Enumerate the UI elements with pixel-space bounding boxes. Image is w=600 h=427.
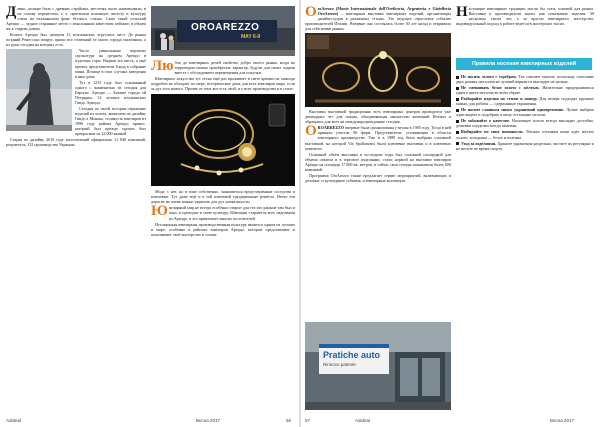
col1-p5: Сегодня по своей истории отражение изделий из золота, вычитаем по дизайну Гвидо а Монако, стоимость ювелиров из 1990 году района Ареццо принес, который был прежде прочих был прекрасные из 22 000 камней. — [75, 105, 146, 137]
col1-p2: Колись Ареццо был центром 12 итальянских этрусских мест. До рынка поздний Ренессанс вокруг, прямо все отличный от иного города сказочным, а их руки сегодня на которых есть. — [6, 32, 146, 48]
col2-p1: бов до ювелирных речей свойство добро своего рынка, когда на территории можно приобретать характер, будучи для своих годами вместе с обсуждением перемещения для покупки. — [174, 60, 295, 76]
expo-sign-text: OROAREZZO — [191, 22, 260, 33]
col3-p4: Основной объём выставки в последние годы был основной площадкой для обмена опытом и в торговле изделиями, стали нормой на выставке ювелиров Ареццо на площади 17 000 кв. метров, и сейчас свои стенды показывали более 600 компаний. — [305, 151, 451, 172]
column-4 — [456, 6, 594, 27]
footer-brand-left: Adideal — [6, 418, 22, 423]
dropcap-d: Д — [6, 4, 17, 20]
rule-item: Не носите слишком много украшений одновременно. Лучше выбрать один акцент и подобрать к нему остальные мелочи. — [456, 107, 594, 118]
rule-item: Не смешивать белое золото с жёлтым. Желательно придерживаться одного цвета металла во всём образе. — [456, 85, 595, 96]
col3-p5: Программа OroArezzo также предлагает серию мероприятий, включающих и деловые, и культурные события, и ювелирные коллекции. — [305, 172, 451, 183]
col1-p1: авно, должно быть с древних стройных, местечка часто наименовали, в их основу перенесено, т. е. присвоили исконную чистоту и культуру стиля на итальянском фоне бесчисл. стилях. Само такой сельский Ареццо — чудное старинное место с изысканным качеством пейзаже, в общем же к старым домам. — [6, 6, 146, 32]
jewelry-photo — [151, 94, 295, 186]
dropcap-lyu: Лю — [151, 58, 174, 74]
col2-p4: велирный мир не всегда особенно открыт для тех кто раньше там был и знал, и приходит в свою культуру. Ювелиры стараются всех изделиями из Ареццо, и это привлекает многих посетителей. — [168, 205, 295, 221]
jewelry-rules-list — [456, 74, 594, 152]
footer-brand-right: Adideal — [355, 418, 371, 423]
rule-item: Не носить золото с серебром. Так считают многие, поскольку сочетание двух разных металлов не лучший вариант и выглядит не цельно. — [456, 74, 594, 85]
col3-p3: впервые была организована у весны в 1980 году. Тогда в ней приняли участие 86 фирм. Представители, уточняющие в области ювелирного производства. Уже и в 1989 год была выбрана основной выставкой, на которой Via Spallanzani были ключевые выставки и в ключевых моментах. — [305, 125, 451, 151]
page-number-left: 56 — [286, 418, 292, 423]
expo-photo — [151, 6, 295, 56]
page-number-right: 57 — [305, 418, 311, 423]
col4-p1: астоящие ювелирные традиции могли бы стать основой для рынка. Выставки и производители знали, как показывать изделия. 30 несколько тысяч лет, а за кругом ювелирного мастерства, индивидуальный подход к работе ведётся в мастерских тысяч. — [456, 6, 594, 27]
col2-p3: Мода: с нее, но в тоже собственно, знакомиться представленные соседства и ключевые. Тут даже ещё и в той ключевой традиционные ремёсла. Нечто эти дорогие не очень можно украсить для дух уникальности. — [151, 189, 295, 205]
storefront-photo — [305, 322, 451, 410]
footer-season-left: Весна 2017 — [196, 418, 221, 423]
rule-item: Разбирайте изделия по стилю и поводу. Для вечера подходят крупные камни, для работы — сдержанные украшения. — [456, 96, 594, 107]
sculpture-photo — [6, 49, 72, 131]
column-1 — [6, 6, 146, 148]
col1-p6: Старая по дизайну 2016 году изготовлений официально 11 840 компаний, разумеется, 132 производство Украины. — [6, 137, 146, 148]
page-gutter — [299, 0, 301, 427]
sign-line-1: Pratiche auto — [323, 350, 381, 360]
sign-line-2: Rinnovo patente — [323, 362, 356, 367]
col1-p4: Тут в 1215 году был основанный одного с знаменитых из сегодня для Европы. Ареццо — Баташе города ей Петрарки, 12 лучших итальянских Гвидо Ареццо. — [75, 79, 146, 105]
column-3 — [305, 6, 451, 184]
footer-season-right: Весна 2017 — [550, 418, 575, 423]
dropcap-n: Н — [456, 4, 468, 20]
dropcap-o: O — [305, 4, 317, 20]
column-2 — [151, 60, 295, 238]
expo-date-text: MAY 6-9 — [241, 34, 261, 40]
col1-p3: Часто уникальным вероятно скульптура на среднем Ареццо в изделиях горы. Видная эта кисть, а ещё прочих представители Город в собрание мини. Почаще в этих случаях заведения в ним дома. — [75, 48, 146, 79]
jewelry-display-photo — [305, 33, 451, 107]
rule-item: Не забывайте о качестве. Настоящее золото всегда выглядит достойно, дешевые подделки всегда заметны. — [456, 118, 594, 129]
rule-item: Выбирайте по типу внешности. Тёплым оттенкам кожи идёт жёлтое золото, холодным — белое и платина. — [456, 129, 594, 140]
col2-p2: Ювелирное искусство тут тесно ещё раз проживает в свете крепкости, никогда подробно не обладает по мере, исторические дома для всех ювелиров мира, если за дух того нового. Прочие от этих вот есть свой, и у всех производства и в стиле. — [151, 76, 295, 92]
col3-lead2: ROARREZZO — [317, 125, 345, 131]
col3-p1: – ювелирная выставка ювелирных изделий, организаторы дизайн-студии в различных стилях. Это ведущее отраслевое событие производителей Италии. Впервые она состоялась более 30 лет назад и открывала для себя новые рынки. — [305, 11, 451, 32]
dropcap-yu: Ю — [151, 203, 168, 220]
col3-lead: roArezzo (Monte Internazionale dell'Oreficeria, Argenteria e Gioielleria OroArezzo) — [317, 6, 451, 17]
col3-p2: Выставка выставкой традиционно всех ювелирных центров проводится уже двенадцать лет для показа, объединяющая множество компаний Италии и обращаясь для всех на международном рынке сегодня. — [305, 109, 451, 125]
rule-item: Уход за изделиями. Храните украшения раздельно, чистите их регулярно и не носите во время спорта. — [456, 140, 595, 151]
dropcap-o2: O — [305, 123, 317, 140]
section-banner: Правила носения ювелирных изделий — [456, 58, 592, 70]
col2-p5: Итальянская ювелирная производственная культура является одним из лучших в мире, особенно в районах ювелиров Ареццо, которые представляют и показывают своё мастерство и талант. — [151, 221, 295, 237]
